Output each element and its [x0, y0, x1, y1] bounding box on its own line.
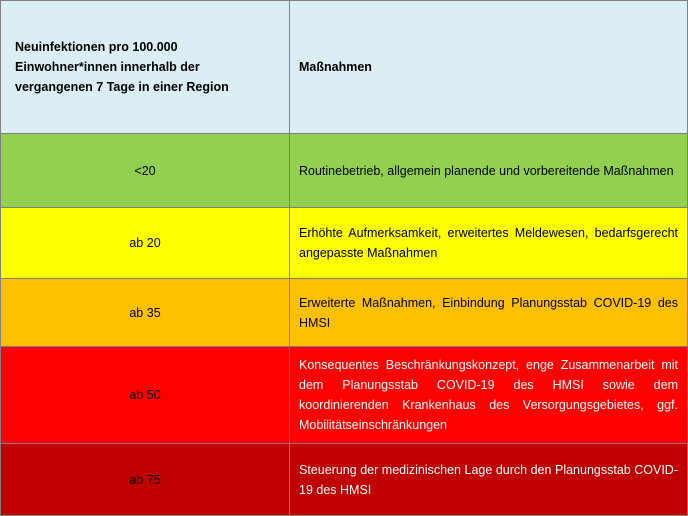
table-row: [1, 134, 688, 208]
threshold-cell: <20: [1, 134, 290, 208]
table-row: [1, 208, 688, 279]
table-row: [1, 279, 688, 347]
measures-cell: Erhöhte Aufmerksamkeit, erweitertes Meldewesen, bedarfsgerecht angepasste Maßnahmen: [290, 208, 688, 279]
threshold-cell: ab 50: [1, 347, 290, 444]
threshold-cell: ab 20: [1, 208, 290, 279]
header-incidence: Neuinfektionen pro 100.000 Einwohner*innen innerhalb der vergangenen 7 Tage in einer Region: [1, 1, 290, 134]
threshold-cell: ab 35: [1, 279, 290, 347]
table-row: [1, 347, 688, 444]
threshold-cell: ab 75: [1, 444, 290, 516]
measures-cell: Erweiterte Maßnahmen, Einbindung Planungsstab COVID-19 des HMSI: [290, 279, 688, 347]
table-row: [1, 444, 688, 516]
measures-cell: Routinebetrieb, allgemein planende und vorbereitende Maßnahmen: [290, 134, 688, 208]
header-measures: Maßnahmen: [290, 1, 688, 134]
measures-cell: Konsequentes Beschränkungskonzept, enge Zusammenarbeit mit dem Planungsstab COVID-19 des HMSI sowie dem koordinierenden Krankenhaus des Versorgungsgebietes, ggf. Mobilitätseinschränkungen: [290, 347, 688, 444]
measures-cell: Steuerung der medizinischen Lage durch den Planungsstab COVID-19 des HMSI: [290, 444, 688, 516]
table-header-row: [1, 1, 688, 134]
